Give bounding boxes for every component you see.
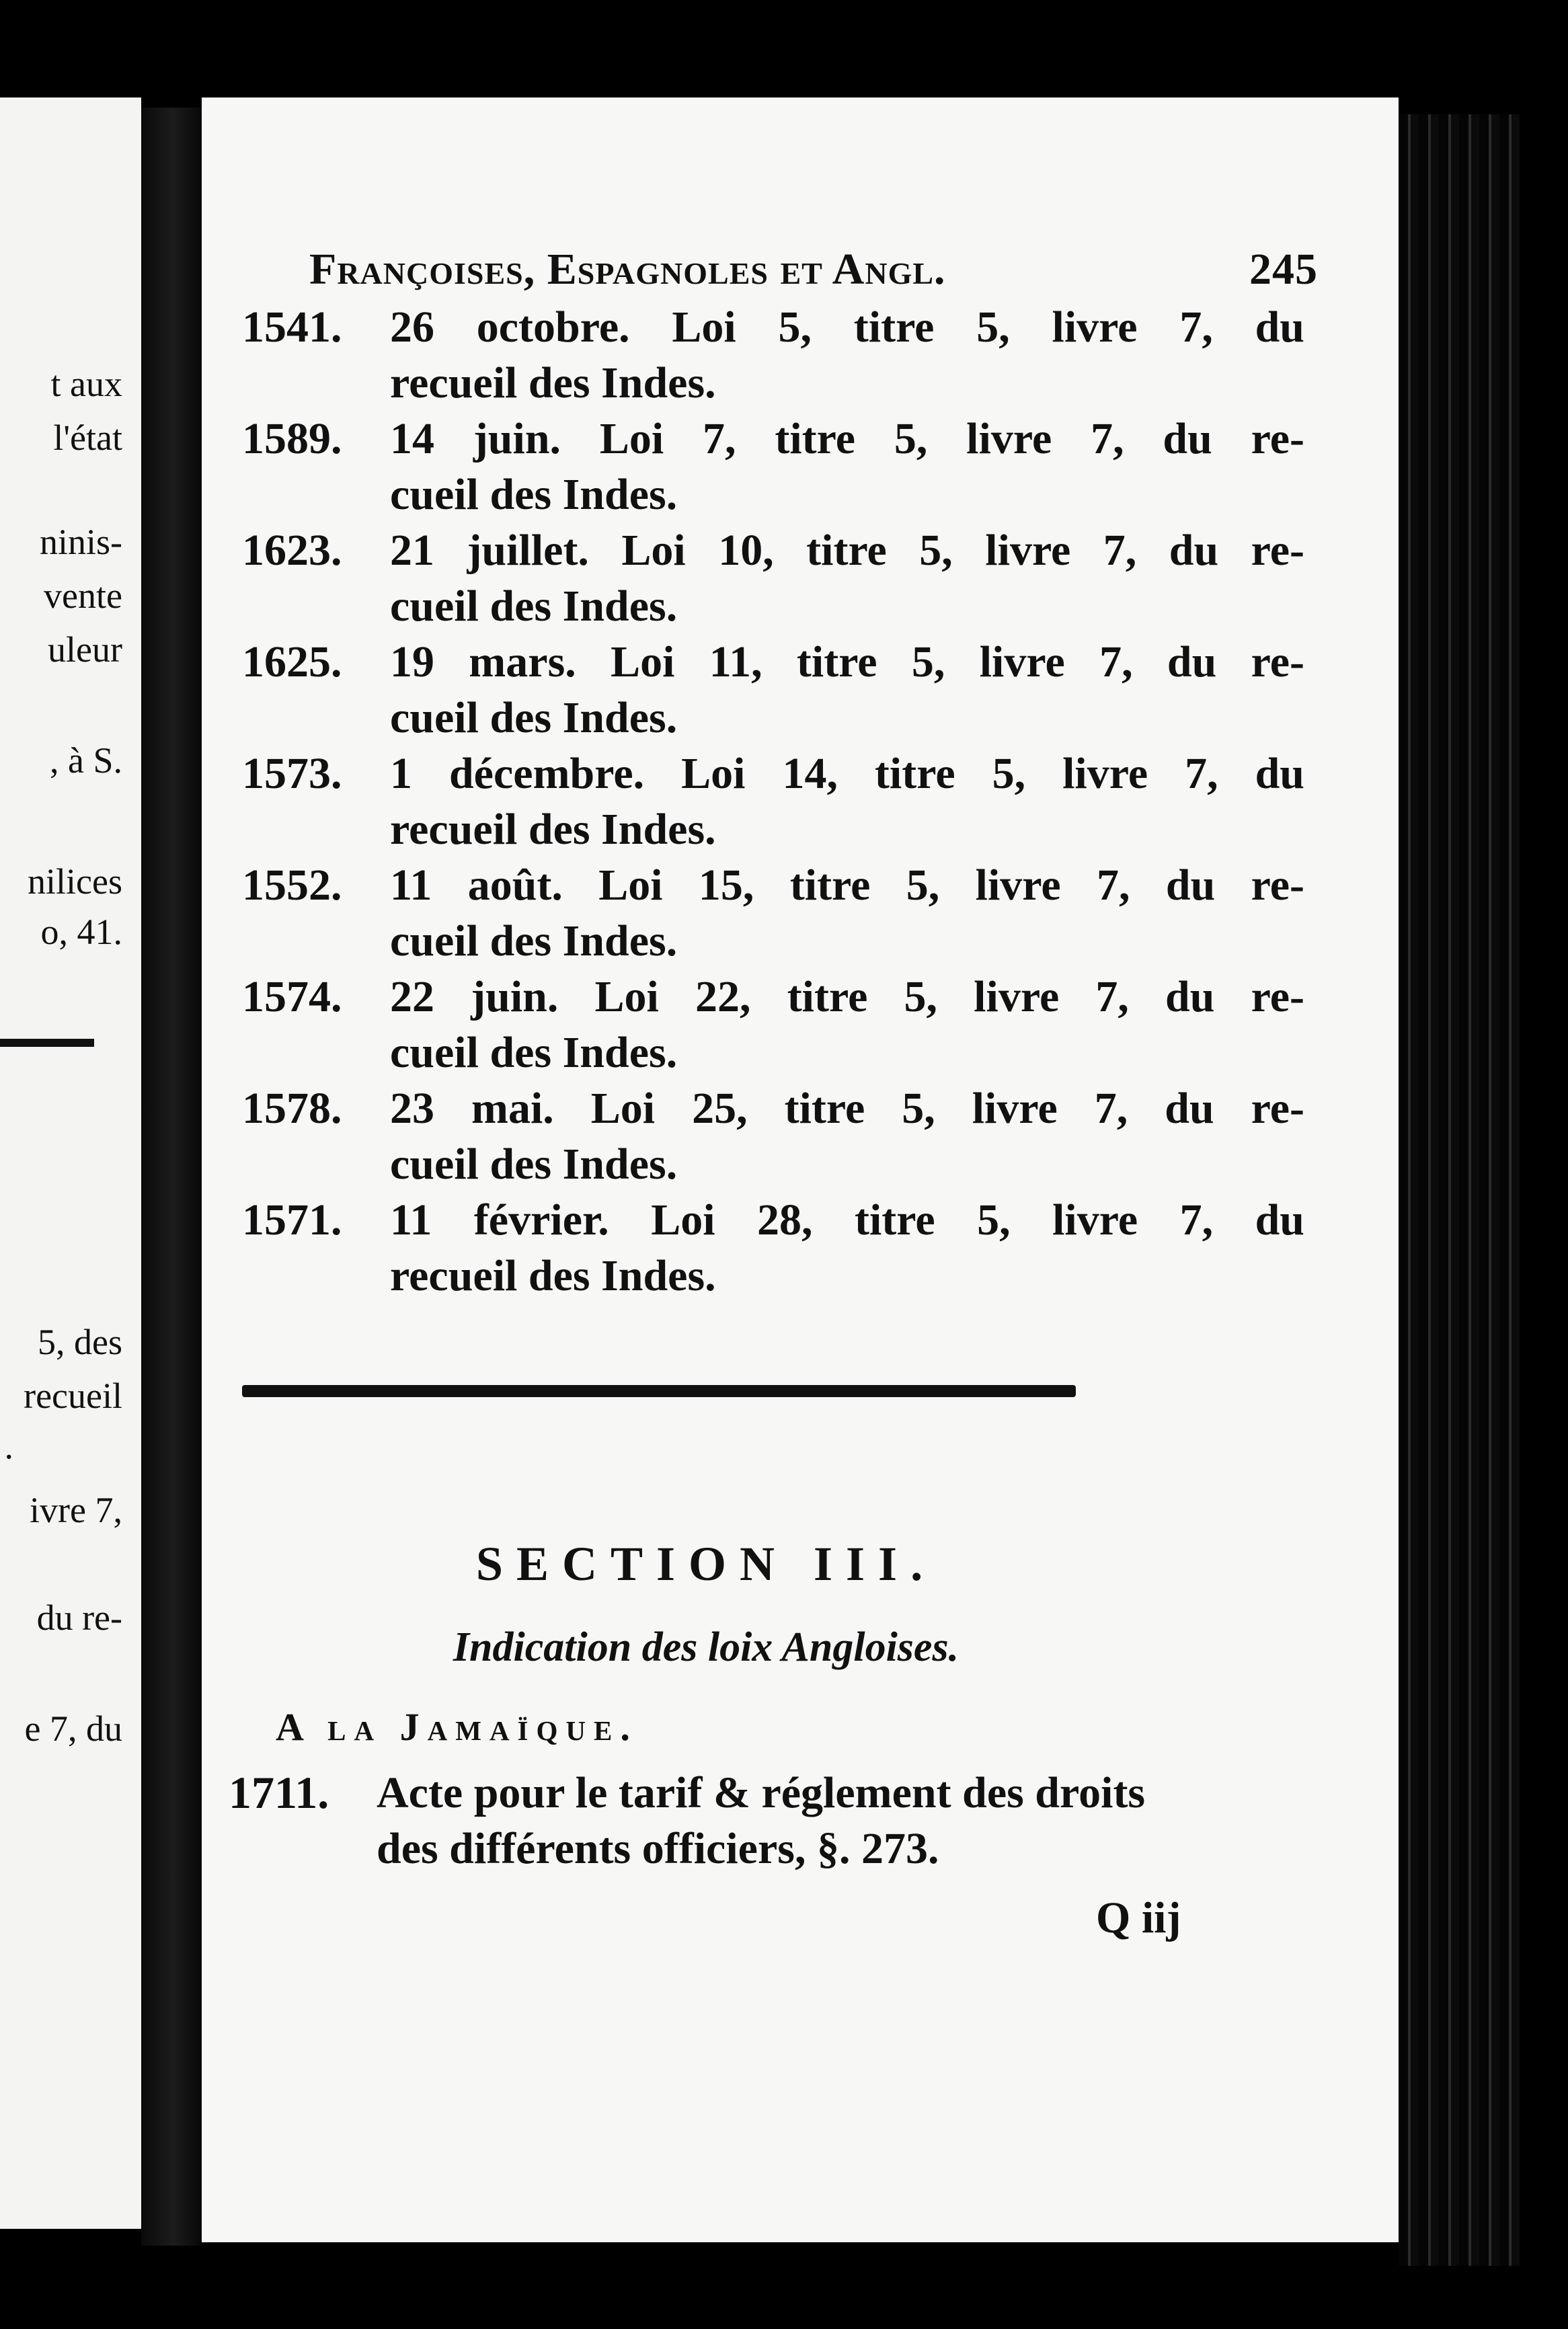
facing-text: , à S. xyxy=(50,740,122,781)
facing-text: recueil xyxy=(24,1376,122,1416)
law-entry xyxy=(242,1080,1304,1192)
facing-text: nilices xyxy=(28,861,122,902)
entry-line: recueil des Indes. xyxy=(390,358,716,407)
entry-line: 19 mars. Loi 11, titre 5, livre 7, du re- xyxy=(390,637,1304,686)
law-entry xyxy=(242,634,1304,746)
entry-line: recueil des Indes. xyxy=(390,805,716,854)
law-list xyxy=(242,299,1304,1304)
entry-line: des différents officiers, §. 273. xyxy=(377,1824,939,1873)
page-number: 245 xyxy=(1249,245,1318,294)
entry-line: cueil des Indes. xyxy=(390,470,678,519)
law-entry xyxy=(242,299,1304,411)
section-divider xyxy=(242,1385,1076,1397)
entry-line: Acte pour le tarif & réglement des droits xyxy=(377,1768,1146,1817)
entry-year: 1573. xyxy=(242,749,342,798)
entry-year: 1711. xyxy=(229,1767,329,1818)
entry-line: 22 juin. Loi 22, titre 5, livre 7, du re- xyxy=(390,972,1304,1021)
facing-text: e 7, du xyxy=(24,1708,122,1749)
facing-text: uleur xyxy=(48,629,122,670)
law-entry xyxy=(242,522,1304,634)
facing-text: vente xyxy=(44,576,122,616)
running-title: Françoises, Espagnoles et Angl. xyxy=(309,245,946,294)
facing-page xyxy=(0,97,141,2229)
entry-line: 11 août. Loi 15, titre 5, livre 7, du re- xyxy=(390,861,1304,910)
law-entry xyxy=(242,746,1304,857)
entry-line: cueil des Indes. xyxy=(390,1140,678,1189)
section-subtitle: Indication des loix Angloises. xyxy=(453,1624,959,1670)
law-entry xyxy=(229,1765,1304,1877)
book-page xyxy=(202,97,1399,2242)
entry-year: 1541. xyxy=(242,303,342,352)
facing-text: . xyxy=(4,1426,13,1466)
entry-line: 23 mai. Loi 25, titre 5, livre 7, du re- xyxy=(390,1084,1304,1133)
book-gutter xyxy=(141,108,205,2246)
entry-line: cueil des Indes. xyxy=(390,693,678,742)
law-entry xyxy=(242,411,1304,522)
facing-text: 5, des xyxy=(38,1322,122,1362)
entry-year: 1574. xyxy=(242,972,342,1021)
entry-line: cueil des Indes. xyxy=(390,916,678,965)
running-head xyxy=(309,244,1318,295)
law-entry xyxy=(242,857,1304,969)
entry-line: cueil des Indes. xyxy=(390,1028,678,1077)
facing-text: l'état xyxy=(53,418,122,458)
entry-year: 1571. xyxy=(242,1195,342,1245)
facing-text: t aux xyxy=(50,364,122,404)
entry-line: 11 février. Loi 28, titre 5, livre 7, du xyxy=(390,1195,1304,1245)
signature-mark: Q iij xyxy=(1096,1893,1181,1942)
section-heading: SECTION III. xyxy=(475,1537,937,1591)
facing-text: ivre 7, xyxy=(30,1490,122,1530)
entry-year: 1589. xyxy=(242,414,342,463)
facing-text: du re- xyxy=(36,1597,122,1638)
page-edges xyxy=(1399,114,1520,2266)
law-entry xyxy=(242,1192,1304,1304)
entry-line: cueil des Indes. xyxy=(390,582,678,631)
facing-text: o, 41. xyxy=(40,912,122,952)
entry-year: 1623. xyxy=(242,526,342,575)
entry-line: 21 juillet. Loi 10, titre 5, livre 7, du re- xyxy=(390,526,1304,575)
facing-rule xyxy=(0,1039,94,1047)
entry-year: 1578. xyxy=(242,1084,342,1133)
entry-year: 1552. xyxy=(242,861,342,910)
facing-text: ninis- xyxy=(39,522,122,562)
entry-line: recueil des Indes. xyxy=(390,1251,716,1300)
colony-heading: A la Jamaïque. xyxy=(276,1705,638,1749)
entry-line: 14 juin. Loi 7, titre 5, livre 7, du re- xyxy=(390,414,1304,463)
entry-line: 26 octobre. Loi 5, titre 5, livre 7, du xyxy=(390,303,1304,352)
entry-line: 1 décembre. Loi 14, titre 5, livre 7, du xyxy=(390,749,1304,798)
entry-year: 1625. xyxy=(242,637,342,686)
law-entry xyxy=(242,969,1304,1080)
